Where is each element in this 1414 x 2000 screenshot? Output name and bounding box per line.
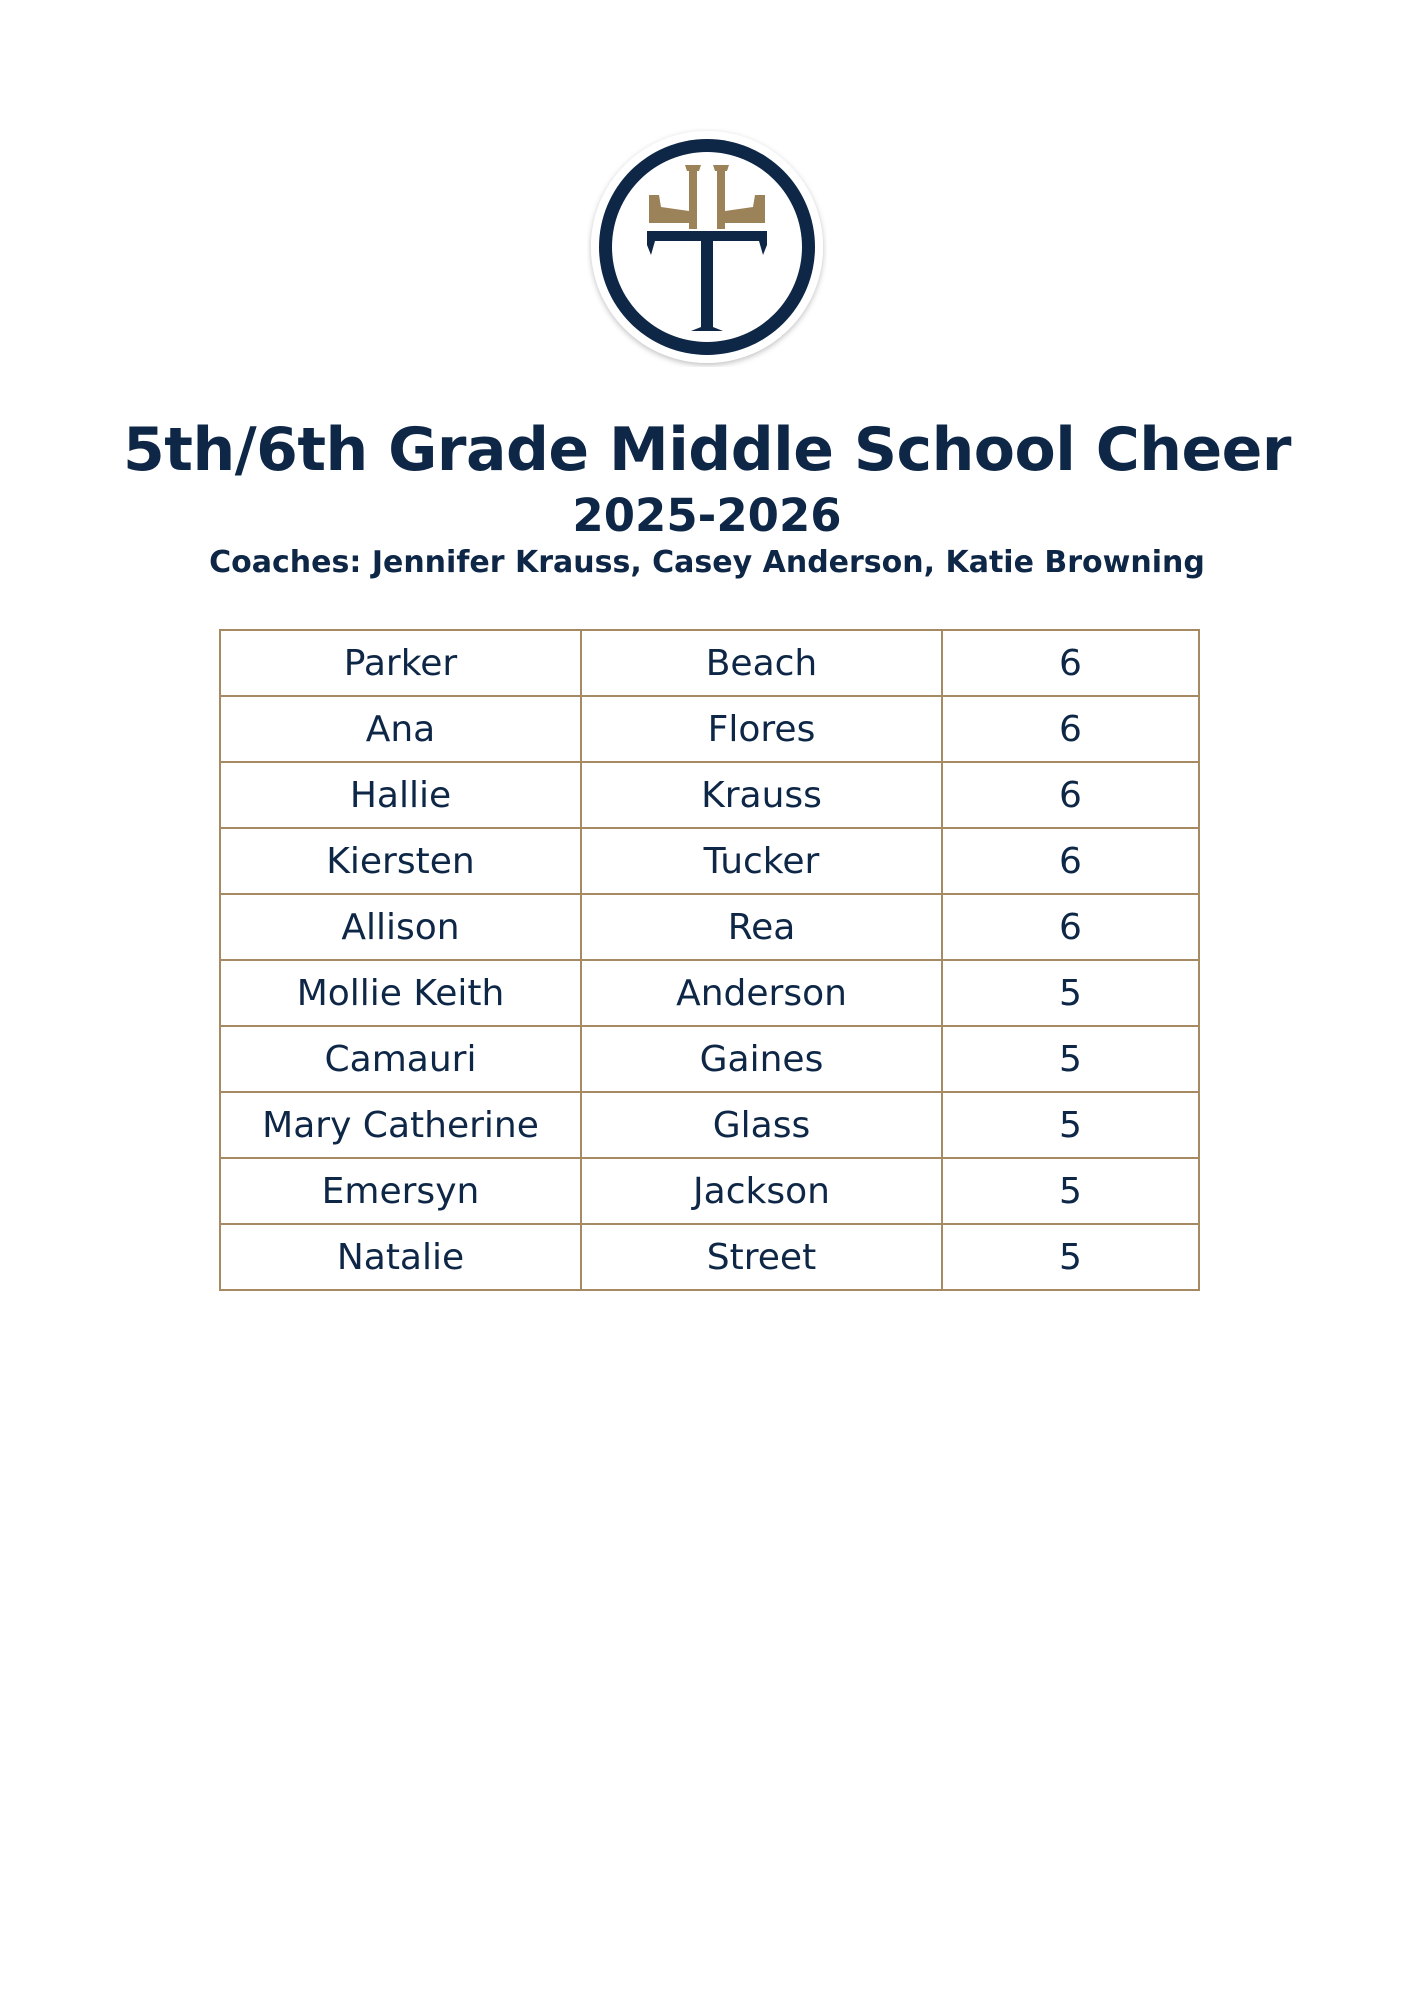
last-name-cell: Jackson [581, 1158, 942, 1224]
table-row [220, 1092, 1199, 1158]
last-name-cell: Beach [581, 630, 942, 696]
last-name-cell: Krauss [581, 762, 942, 828]
first-name-cell: Hallie [220, 762, 581, 828]
school-logo [587, 127, 827, 367]
first-name-cell: Mollie Keith [220, 960, 581, 1026]
table-row [220, 960, 1199, 1026]
table-row [220, 762, 1199, 828]
first-name-cell: Camauri [220, 1026, 581, 1092]
last-name-cell: Rea [581, 894, 942, 960]
last-name-cell: Tucker [581, 828, 942, 894]
first-name-cell: Parker [220, 630, 581, 696]
table-row [220, 696, 1199, 762]
last-name-cell: Gaines [581, 1026, 942, 1092]
grade-cell: 6 [942, 630, 1199, 696]
last-name-cell: Street [581, 1224, 942, 1290]
grade-cell: 5 [942, 1026, 1199, 1092]
table-row [220, 894, 1199, 960]
first-name-cell: Kiersten [220, 828, 581, 894]
grade-cell: 6 [942, 828, 1199, 894]
cross-emblem-icon [587, 127, 827, 367]
first-name-cell: Emersyn [220, 1158, 581, 1224]
table-row [220, 1224, 1199, 1290]
grade-cell: 6 [942, 762, 1199, 828]
first-name-cell: Ana [220, 696, 581, 762]
roster-table [219, 629, 1200, 1291]
first-name-cell: Mary Catherine [220, 1092, 581, 1158]
table-row [220, 630, 1199, 696]
coaches-line: Coaches: Jennifer Krauss, Casey Anderson, Katie Browning [209, 545, 1205, 580]
last-name-cell: Glass [581, 1092, 942, 1158]
table-row [220, 1158, 1199, 1224]
grade-cell: 6 [942, 894, 1199, 960]
first-name-cell: Allison [220, 894, 581, 960]
table-row [220, 1026, 1199, 1092]
table-row [220, 828, 1199, 894]
grade-cell: 5 [942, 1158, 1199, 1224]
grade-cell: 6 [942, 696, 1199, 762]
season-year: 2025-2026 [572, 489, 842, 542]
page-title: 5th/6th Grade Middle School Cheer [123, 415, 1291, 485]
grade-cell: 5 [942, 960, 1199, 1026]
grade-cell: 5 [942, 1224, 1199, 1290]
last-name-cell: Anderson [581, 960, 942, 1026]
first-name-cell: Natalie [220, 1224, 581, 1290]
grade-cell: 5 [942, 1092, 1199, 1158]
last-name-cell: Flores [581, 696, 942, 762]
